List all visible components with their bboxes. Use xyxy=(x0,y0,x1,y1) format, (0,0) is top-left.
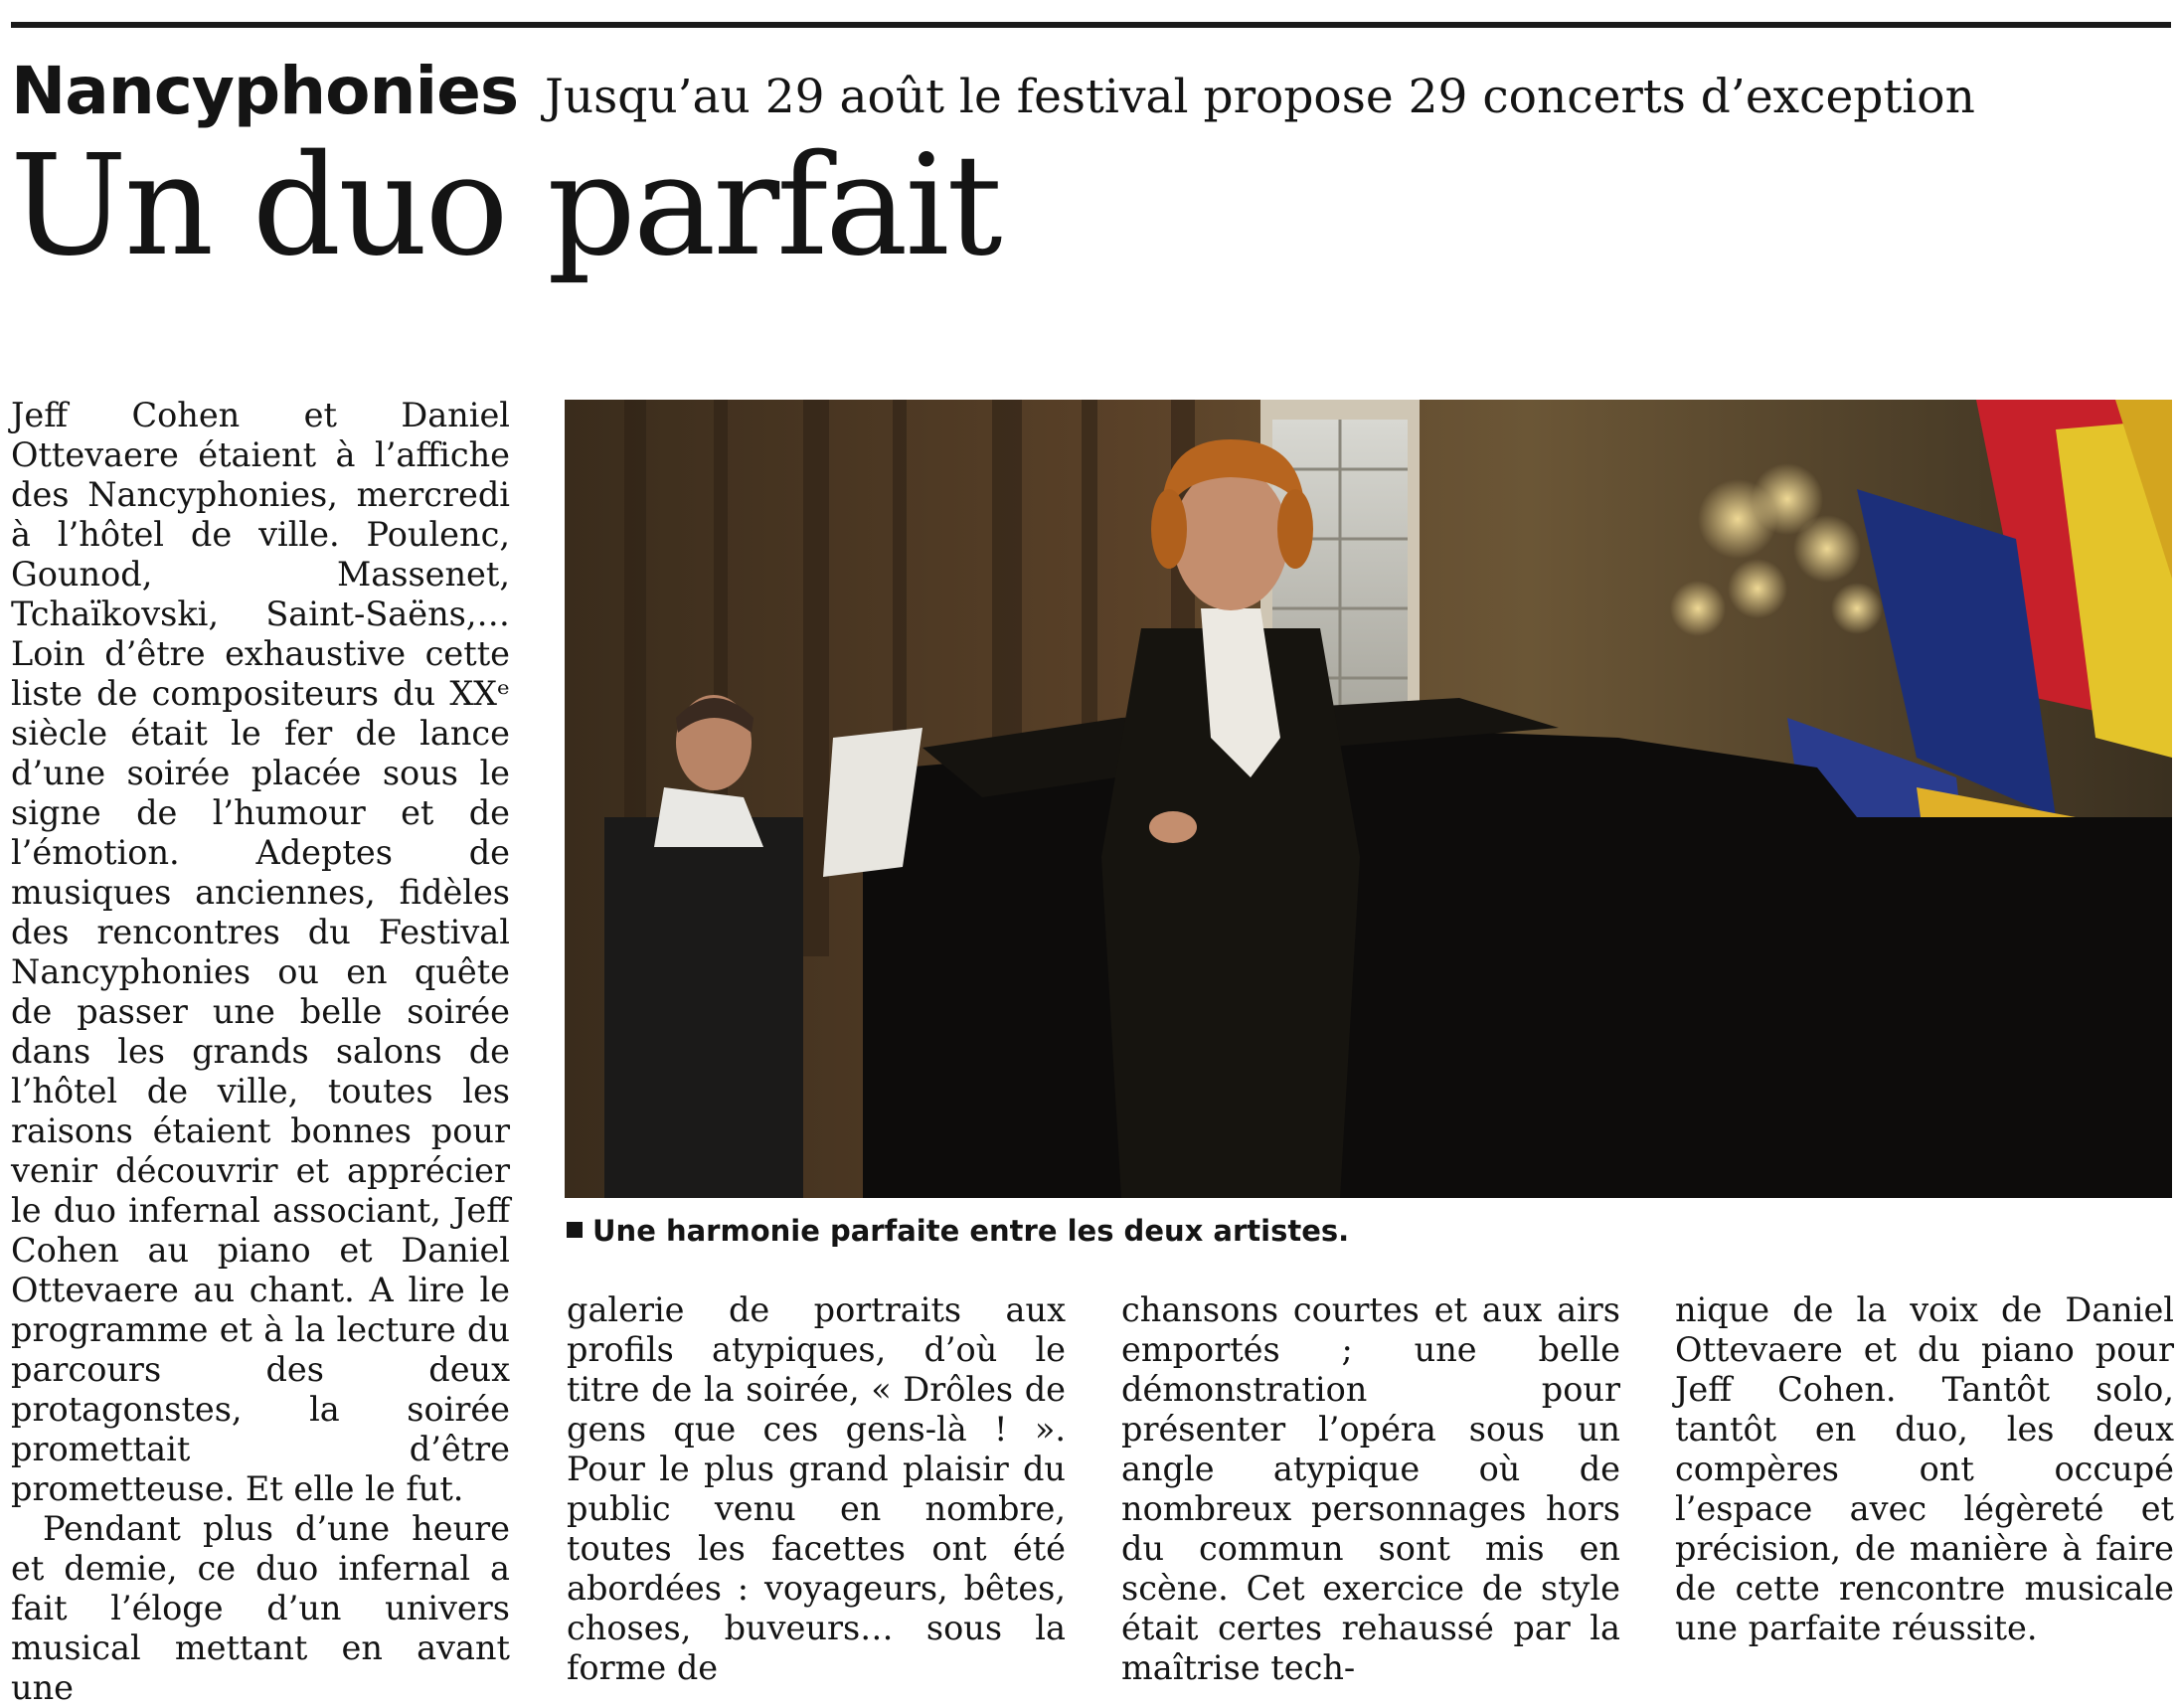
caption-bullet xyxy=(567,1222,583,1238)
top-rule xyxy=(11,22,2171,28)
caption-text: Une harmonie parfaite entre les deux artistes. xyxy=(592,1214,1350,1248)
article-column-1 xyxy=(11,396,510,1708)
paragraph-1: Jeff Cohen et Daniel Ottevaere étaient à l’affiche des Nancyphonies, mercredi à l’hôtel de ville. Poulenc, Gounod, Massenet, Tchaïkovski, Saint-Saëns,… Loin d’être exhaustive cette liste de compositeurs du XXᵉ siècle était le fer de lance d’une soirée placée sous le signe de l’humour et de l’émotion. Adeptes de musiques anciennes, fidèles des rencontres du Festival Nancyphonies ou en quête de passer une belle soirée dans les grands salons de l’hôtel de ville, toutes les raisons étaient bonnes pour venir découvrir et apprécier le duo infernal associant, Jeff Cohen au piano et Daniel Ottevaere au chant. A lire le programme et à la lecture du parcours des deux protagonstes, la soirée promettait d’être prometteuse. Et elle le fut. xyxy=(11,396,510,1508)
section-kicker: Nancyphonies xyxy=(11,53,519,129)
article-column-4 xyxy=(1675,1290,2174,1648)
article-column-2 xyxy=(567,1290,1066,1688)
paragraph-5: nique de la voix de Daniel Ottevaere et du piano pour Jeff Cohen. Tantôt solo, tantôt en duo, les deux compères ont occupé l’espace avec légèreté et précision, de manière à faire de cette rencontre musicale une parfaite réussite. xyxy=(1675,1290,2174,1647)
paragraph-2: Pendant plus d’une heure et demie, ce duo infernal a fait l’éloge d’un univers musical mettant en avant une xyxy=(11,1509,510,1707)
concert-photo xyxy=(565,400,2172,1198)
headline: Un duo parfait xyxy=(10,125,1000,287)
paragraph-4: chansons courtes et aux airs emportés ; une belle démonstration pour présenter l’opéra sous un angle atypique où de nombreux personnages hors du commun sont mis en scène. Cet exercice de style était certes rehaussé par la maîtrise tech- xyxy=(1121,1290,1620,1687)
photo-caption xyxy=(567,1211,1349,1251)
article-column-3 xyxy=(1121,1290,1620,1688)
subheadline: Jusqu’au 29 août le festival propose 29 concerts d’exception xyxy=(545,70,1975,124)
paragraph-3: galerie de portraits aux profils atypiques, d’où le titre de la soirée, « Drôles de gens que ces gens-là ! ». Pour le plus grand plaisir du public venu en nombre, toutes les facettes ont été abordées : voyageurs, bêtes, choses, buveurs… sous la forme de xyxy=(567,1290,1066,1687)
